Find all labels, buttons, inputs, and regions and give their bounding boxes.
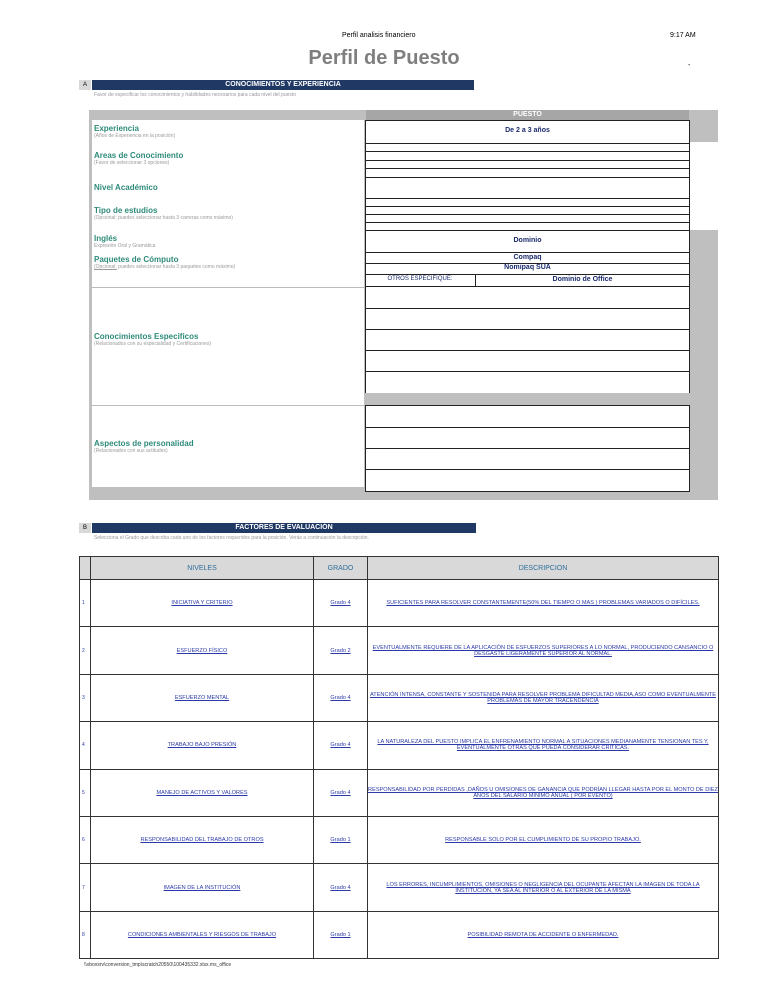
label-column (92, 120, 364, 487)
row-grado-select[interactable]: Grado 4 (314, 769, 368, 816)
row-line (365, 168, 690, 169)
label-divider (92, 287, 364, 288)
row-line (365, 405, 690, 406)
paquetes-sub-rest: puedes seleccionar hasta 3 paquetes como máximo) (116, 264, 236, 270)
gap-band (365, 393, 690, 405)
row-line (365, 206, 690, 207)
row-number: 2 (80, 627, 91, 674)
row-descripcion: ATENCIÓN INTENSA, CONSTANTE Y SOSTENIDA PARA RESOLVER PROBLEMA DIFICULTAD MEDIA,ASO COMO EVENTUALMENTE PROBLEMAS DE MAYOR TRACENDENCIA (368, 674, 719, 721)
header-descripcion: DESCRIPCION (368, 557, 719, 580)
tipo-label-group (94, 206, 233, 221)
document-title: Perfil analisis financiero (342, 32, 416, 39)
row-number: 4 (80, 722, 91, 769)
paquetes-label: Paquetes de Cómputo (94, 255, 179, 264)
section-a-letter: A (79, 80, 91, 90)
row-nivel: ESFUERZO FÍSICO (91, 627, 314, 674)
row-number: 3 (80, 674, 91, 721)
row-number: 1 (80, 580, 91, 627)
row-nivel: IMAGEN DE LA INSTITUCIÓN (91, 864, 314, 911)
row-descripcion: POSIBILIDAD REMOTA DE ACCIDENTE O ENFERMEDAD. (368, 911, 719, 958)
section-a-panel-gap (689, 142, 718, 230)
row-line (365, 230, 690, 231)
header-grado: GRADO (314, 557, 368, 580)
row-nivel: INICIATIVA Y CRITERIO (91, 580, 314, 627)
row-line (365, 214, 690, 215)
row-line (365, 151, 690, 152)
ingles-label-group (94, 234, 155, 249)
row-nivel: RESPONSABILIDAD DEL TRABAJO DE OTROS (91, 816, 314, 863)
section-b-title: FACTORES DE EVALUACIÓN (92, 523, 476, 533)
row-nivel: ESFUERZO MENTAL (91, 674, 314, 721)
print-time: 9:17 AM (670, 32, 696, 39)
paquete-value-1[interactable]: Compaq (513, 254, 542, 261)
row-grado-select[interactable]: Grado 4 (314, 864, 368, 911)
row-number: 5 (80, 769, 91, 816)
row-grado-select[interactable]: Grado 4 (314, 722, 368, 769)
paquetes-sub-optional: (Opcional; (94, 264, 117, 270)
row-nivel: CONDICIONES AMBIENTALES Y RIESGOS DE TRABAJO (91, 911, 314, 958)
ingles-value[interactable]: Dominio (513, 237, 542, 244)
footer-path: \\vboxsrv\conversion_tmp\scratch20550\100435332.xlsx.ms_office (84, 962, 232, 968)
experiencia-sub: (Años de Experiencia en la posición) (94, 133, 176, 139)
paquete-value-2[interactable]: Nomipaq SUA (504, 264, 551, 271)
puesto-column-header: PUESTO (366, 110, 689, 120)
factores-table (79, 556, 719, 959)
row-nivel: TRABAJO BAJO PRESIÓN (91, 722, 314, 769)
section-a-subtitle: Favor de especificar los conocimientos y habilidades necesarios para cada nivel del puesto (94, 92, 297, 98)
row-line (365, 222, 690, 223)
header-niveles: NIVELES (91, 557, 314, 580)
row-descripcion: SUFICIENTES PARA RESOLVER CONSTANTEMENTE(50% DEL TIEMPO O MAS ) PROBLEMAS VARIADOS O DIFÍCILES. (368, 580, 719, 627)
row-line (365, 143, 690, 144)
row-grado-select[interactable]: Grado 1 (314, 816, 368, 863)
experiencia-label-group (94, 124, 175, 139)
row-line (365, 350, 690, 351)
row-nivel: MANEJO DE ACTIVOS Y VALORES (91, 769, 314, 816)
table-row (80, 911, 719, 958)
ingles-sub: Expresión Oral y Gramática (94, 243, 156, 249)
header-dash: - (688, 62, 691, 69)
row-grado-select[interactable]: Grado 4 (314, 580, 368, 627)
row-grado-select[interactable]: Grado 2 (314, 627, 368, 674)
row-descripcion: LA NATURALEZA DEL PUESTO IMPLICA EL ENFRENAMIENTO NORMAL A SITUACIONES MEDIANAMENTE TENSIONAN TES Y, EVENTUALMENTE OTRAS QUE PUEDA CONSIDERAR CRÍTICAS. (368, 722, 719, 769)
table-row (80, 864, 719, 911)
row-descripcion: LOS ERRORES, INCUMPLIMIENTOS, OMISIONES O NEGLIGENCIA DEL OCUPANTE AFECTAN LA IMAGEN DE TODA LA INSTITUCIÓN, YA SEA AL INTERIOR O AL EXTERIOR DE LA MISMA (368, 864, 719, 911)
row-line (365, 329, 690, 330)
section-a-title: CONOCIMIENTOS Y EXPERIENCIA (92, 80, 474, 90)
page-title: Perfil de Puesto (308, 47, 460, 69)
row-descripcion: EVENTUALMENTE REQUIERE DE LA APLICACIÓN DE ESFUERZOS SUPERIORES A LO NORMAL, PRODUCIENDO CANSANCIO O DESGASTE LIGERAMENTE SUPERIOR AL NORMAL. (368, 627, 719, 674)
paquetes-sub (94, 264, 235, 270)
table-row (80, 674, 719, 721)
conocimientos-sub: (Relacionados con su especialidad y Certificaciones) (94, 341, 212, 347)
row-line (365, 427, 690, 428)
paquetes-label-group (94, 255, 235, 270)
row-line (365, 371, 690, 372)
aspectos-label-group (94, 439, 194, 454)
table-row (80, 722, 719, 769)
aspectos-sub: (Relacionados con sus actitudes) (94, 448, 168, 454)
areas-label: Areas de Conocimiento (94, 151, 184, 160)
otros-value[interactable]: Dominio de Office (552, 276, 613, 283)
row-line (365, 448, 690, 449)
tipo-sub: (Opcional; puedes seleccionar hasta 3 carreras como máximo) (94, 215, 233, 221)
ingles-label: Inglés (94, 234, 118, 243)
row-line (365, 177, 690, 178)
row-number: 8 (80, 911, 91, 958)
row-number: 7 (80, 864, 91, 911)
areas-sub: (Favor de seleccionar 3 opciones) (94, 160, 170, 166)
section-b-letter: B (79, 523, 91, 533)
table-row (80, 627, 719, 674)
values-column (365, 120, 690, 492)
row-grado-select[interactable]: Grado 4 (314, 674, 368, 721)
tipo-label: Tipo de estudios (94, 206, 158, 215)
row-number: 6 (80, 816, 91, 863)
row-descripcion: RESPONSABILIDAD POR PERDIDAS ,DAÑOS U OMISIONES DE GANANCIA QUE PODRÍAN LLEGAR HASTA POR EL MONTO DE DIEZ AÑOS DEL SALARIO MÍNIMO ANUAL ( POR EVENTO) (368, 769, 719, 816)
header-num (80, 557, 91, 580)
row-line (365, 160, 690, 161)
table-row (80, 580, 719, 627)
experiencia-label: Experiencia (94, 124, 139, 133)
nivel-label: Nivel Académico (94, 183, 158, 192)
conocimientos-label-group (94, 332, 211, 347)
row-line (365, 469, 690, 470)
row-line (365, 308, 690, 309)
row-grado-select[interactable]: Grado 1 (314, 911, 368, 958)
row-line (365, 198, 690, 199)
row-line (365, 252, 690, 253)
label-divider-2 (92, 405, 364, 406)
aspectos-label: Aspectos de personalidad (94, 439, 194, 448)
otros-label: OTROS ESPECIFIQUE: (387, 276, 453, 282)
section-b-subtitle: Selecciona el Grado que describa cada uno de los factores requeridos para la posición. Verás a continuación la descripción. (94, 535, 369, 541)
conocimientos-label: Conocimientos Especificos (94, 332, 199, 341)
experiencia-value[interactable]: De 2 a 3 años (505, 127, 550, 134)
areas-label-group (94, 151, 183, 166)
table-row (80, 816, 719, 863)
factores-header-row (80, 557, 719, 580)
table-row (80, 769, 719, 816)
row-descripcion: RESPONSABLE SOLO POR EL CUMPLIMIENTO DE SU PROPIO TRABAJO. (368, 816, 719, 863)
